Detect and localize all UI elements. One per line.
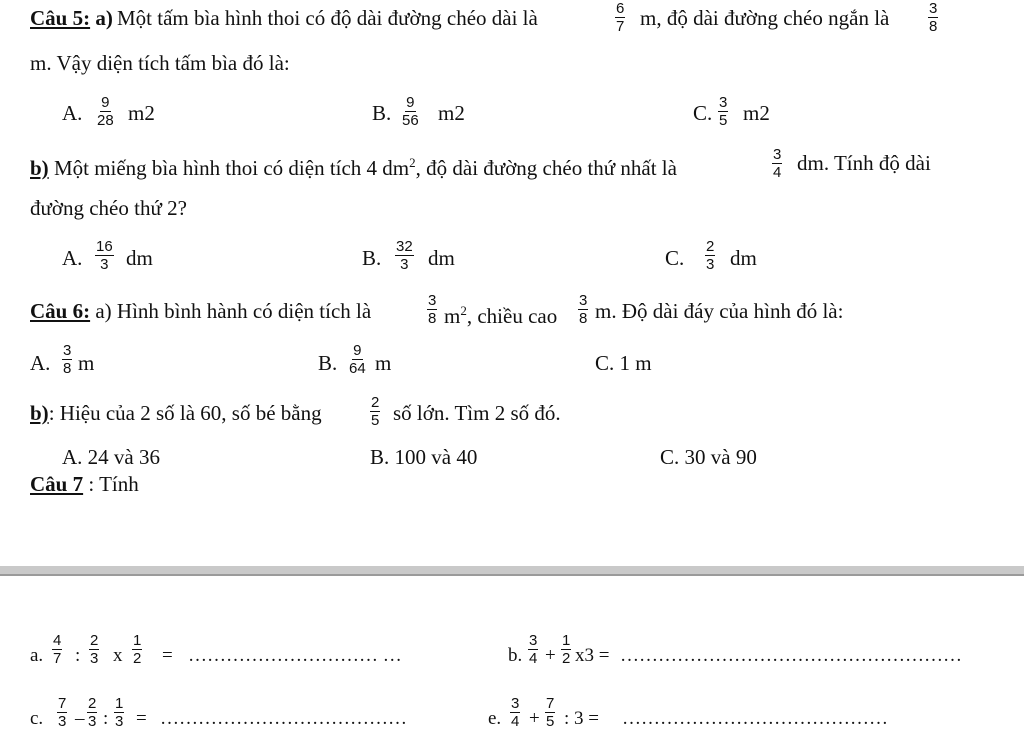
q7c-op-2: :: [103, 708, 109, 729]
scan-divider: [0, 566, 1024, 574]
q7a-op-2: x: [113, 645, 123, 666]
q7-title: : Tính: [88, 472, 139, 496]
q5-line-1: [30, 5, 113, 31]
q5a-mid-text: m, độ dài đường chéo ngắn là: [640, 6, 890, 30]
q7b-op-2: x3 =: [575, 645, 610, 666]
q5b-opt-b-letter: B.: [362, 246, 382, 270]
q7a-fraction-1: $\frac{4}{7}$: [53, 632, 62, 667]
q5a-opt-c-unit: m2: [743, 101, 770, 125]
q5b-fraction: $\frac{3}{4}$: [773, 146, 782, 181]
q7c-op-1: –: [75, 708, 85, 729]
q5-label: Câu 5:: [30, 6, 91, 30]
q5a-opt-a-fraction: $\frac{9}{28}$: [97, 94, 114, 129]
q5a-opt-c-fraction: $\frac{3}{5}$: [719, 94, 728, 129]
q7c-fraction-3: $\frac{1}{3}$: [115, 695, 124, 730]
q6a-opt-a-letter: A.: [30, 351, 51, 375]
q7a-fraction-3: $\frac{1}{2}$: [133, 632, 142, 667]
q5a-line-2: m. Vậy diện tích tấm bìa đó là:: [30, 51, 290, 75]
q6b-fraction: $\frac{2}{5}$: [371, 394, 380, 429]
q7b-fraction-1: $\frac{3}{4}$: [529, 632, 538, 667]
q7e-fraction-2: $\frac{7}{5}$: [546, 695, 555, 730]
q5a-opt-a-unit: m2: [128, 101, 155, 125]
q6a-unit: $m^2$, chiều cao: [444, 303, 558, 328]
q6a-opt-a-fraction: $\frac{3}{8}$: [63, 342, 72, 377]
q6a-text: a) Hình bình hành có diện tích là: [95, 299, 372, 323]
q7-label: Câu 7: [30, 472, 84, 496]
q5a-opt-b-letter: B.: [372, 101, 392, 125]
q7b-op-1: +: [545, 645, 556, 666]
q7b-letter: b.: [508, 645, 523, 666]
q7e-op-1: +: [529, 708, 540, 729]
q5b-opt-a-unit: dm: [126, 246, 153, 270]
q5b-label: b): [30, 156, 49, 180]
q6b-opt-c: C. 30 và 90: [660, 445, 757, 469]
q7c-fraction-1: $\frac{7}{3}$: [58, 695, 67, 730]
q5a-text-visible: Một tấm bìa hình thoi có độ dài đường chéo dài là: [117, 6, 538, 30]
q6a-opt-b-unit: m: [375, 351, 392, 375]
q6-line-1: [30, 298, 371, 324]
q7e-fraction-1: $\frac{3}{4}$: [511, 695, 520, 730]
q6-label: Câu 6:: [30, 299, 91, 323]
q5b-text: Một miếng bìa hình thoi có diện tích 4 dm: [53, 156, 410, 180]
q5a-opt-c-letter: C.: [693, 101, 713, 125]
q6b-opt-a: A. 24 và 36: [62, 445, 160, 469]
q5a-opt-b-unit: m2: [438, 101, 465, 125]
q5a-opt-b-fraction: $\frac{9}{56}$: [402, 94, 419, 129]
q7c-equals: =: [136, 708, 147, 729]
q5b-mid: , độ dài đường chéo thứ nhất là: [415, 156, 677, 180]
q5b-opt-c-letter: C.: [665, 246, 685, 270]
q7c-answer-blank: …………………………………: [160, 708, 407, 729]
q7e-letter: e.: [488, 708, 502, 729]
q5b-post: dm. Tính độ dài: [797, 151, 931, 175]
q5b-opt-c-fraction: $\frac{2}{3}$: [706, 238, 715, 273]
q5a-fraction-long: $\frac{6}{7}$: [616, 0, 625, 35]
q6b-label: b): [30, 401, 49, 425]
q7a-op-1: :: [75, 645, 81, 666]
q7-heading: [30, 471, 139, 497]
q6b-line: [30, 400, 322, 426]
q7b-answer-blank: ………………………………………………: [620, 645, 962, 666]
q5b-line-2: đường chéo thứ 2?: [30, 196, 187, 220]
q6a-opt-b-letter: B.: [318, 351, 338, 375]
q7a-letter: a.: [30, 645, 44, 666]
q6a-fraction-height: $\frac{3}{8}$: [579, 292, 588, 327]
q5a-label: a): [95, 6, 113, 30]
q7c-fraction-2: $\frac{2}{3}$: [88, 695, 97, 730]
q7a-answer-blank: ………………………… …: [188, 645, 402, 666]
q5b-sup: 2: [409, 155, 416, 170]
q6a-opt-a-unit: m: [78, 351, 95, 375]
q7a-equals: =: [162, 645, 173, 666]
q6a-opt-c: C. 1 m: [595, 351, 652, 375]
q6a-post: m. Độ dài đáy của hình đó là:: [595, 299, 844, 323]
q7b-fraction-2: $\frac{1}{2}$: [562, 632, 571, 667]
q6a-opt-b-fraction: $\frac{9}{64}$: [349, 342, 366, 377]
q6b-post: số lớn. Tìm 2 số đó.: [393, 401, 561, 425]
q5b-opt-a-fraction: $\frac{16}{3}$: [96, 238, 113, 273]
q5b-opt-a-letter: A.: [62, 246, 83, 270]
q7a-fraction-2: $\frac{2}{3}$: [90, 632, 99, 667]
q6b-text: : Hiệu của 2 số là 60, số bé bằng: [48, 401, 322, 425]
q5b-opt-b-unit: dm: [428, 246, 455, 270]
q5a-fraction-short: $\frac{3}{8}$: [929, 0, 938, 35]
q5b-line-1: [30, 150, 677, 181]
q5a-opt-a-letter: A.: [62, 101, 83, 125]
q7c-letter: c.: [30, 708, 44, 729]
q5b-opt-c-unit: dm: [730, 246, 757, 270]
q6b-opt-b: B. 100 và 40: [370, 445, 478, 469]
q7e-op-2: : 3 =: [564, 708, 599, 729]
q5b-opt-b-fraction: $\frac{32}{3}$: [396, 238, 413, 273]
q7e-answer-blank: ……………………………………: [622, 708, 888, 729]
scan-divider-edge: [0, 574, 1024, 576]
q6a-fraction-area: $\frac{3}{8}$: [428, 292, 437, 327]
